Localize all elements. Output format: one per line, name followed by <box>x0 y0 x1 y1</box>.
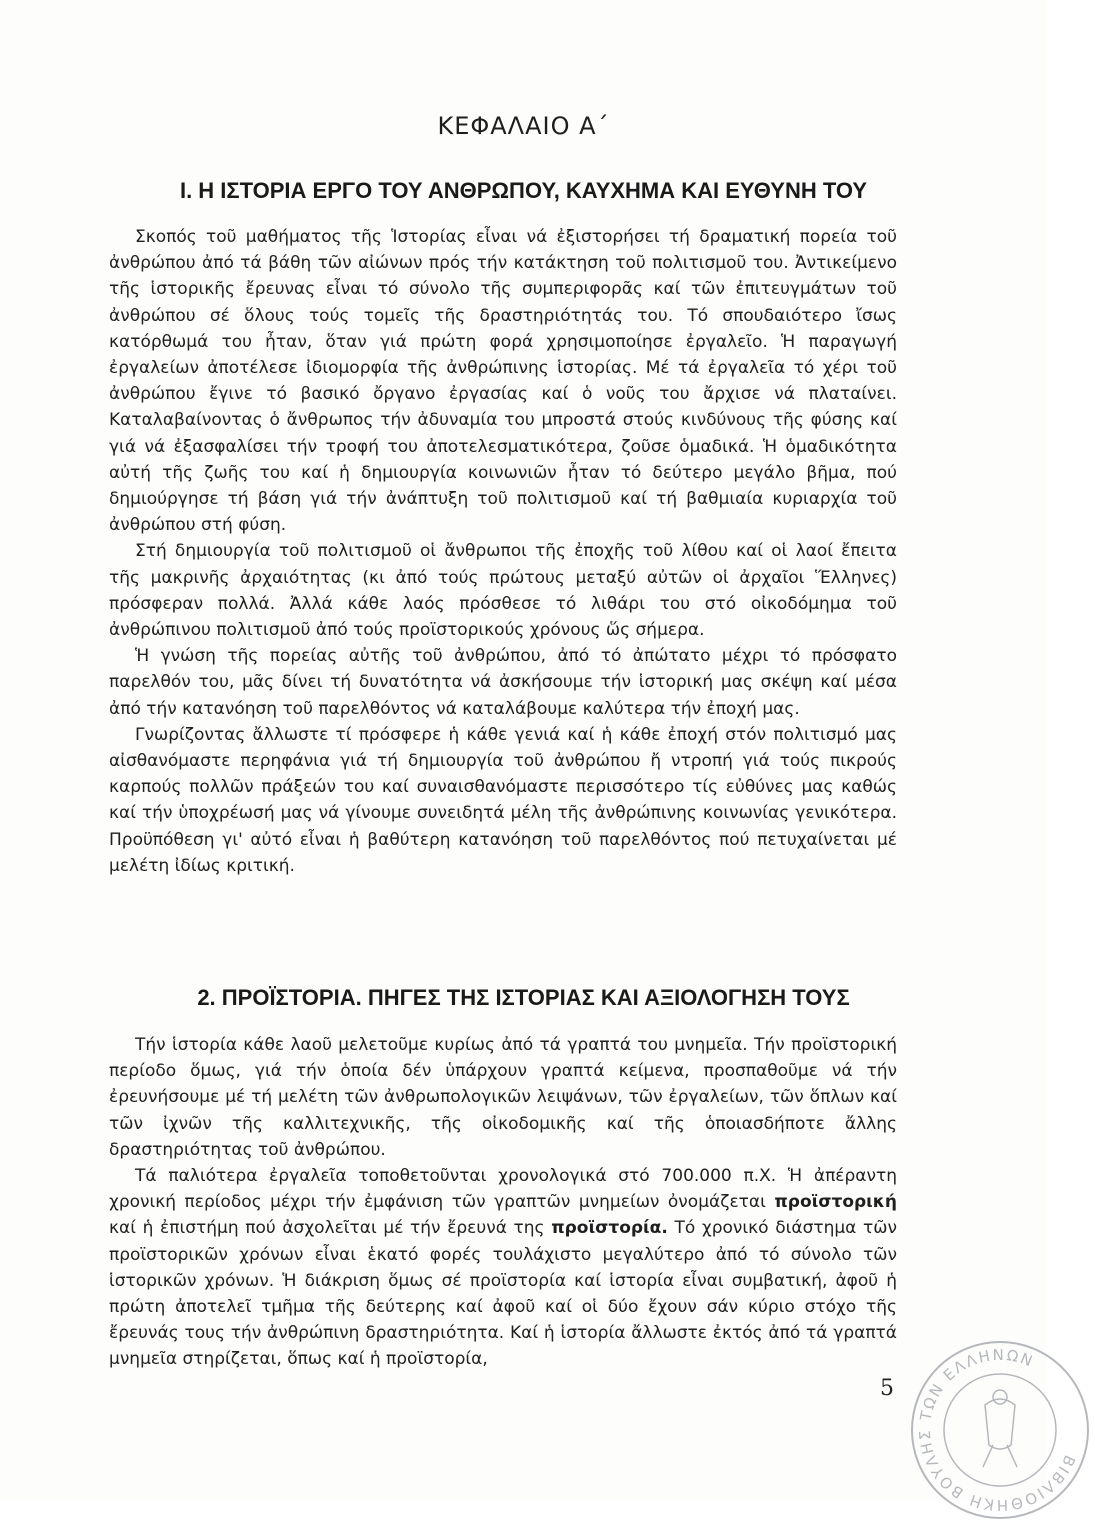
section-1-body <box>109 224 897 879</box>
section-2-body <box>109 1032 897 1373</box>
paragraph-text: Τό χρονικό διάστημα τῶν προϊστορικῶν χρόνων εἶναι ἑκατό φορές τουλάχιστο μεγαλύτερο ἀπό τό σύνολο τῶν ἱστορικῶν χρόνων. Ἡ διάκριση ὅμως σέ προϊστορία καί ἱστορία εἶναι συμβατική, ἀφοῦ ἡ πρώτη ἀποτελεῖ τμῆμα τῆς δεύτερης καί ἀφοῦ καί οἱ δύο ἔχουν σάν κύριο στόχο τῆς ἔρευνάς τους τήν ἀνθρώπινη δραστηριότητα. Καί ἡ ἱστορία ἄλλωστε ἐκτός ἀπό τά γραπτά μνημεῖα στηρίζεται, ὅπως καί ἡ προϊστορία, <box>109 1218 897 1370</box>
paragraph-text: καί ἡ ἐπιστήμη πού ἀσχολεῖται μέ τήν ἔρευνά της <box>109 1218 552 1239</box>
library-stamp-icon <box>905 1335 1095 1525</box>
stamp-text: ΒΙΒΛΙΟΘΗΚΗ ΒΟΥΛΗΣ ΤΩΝ ΕΛΛΗΝΩΝ <box>915 1345 1079 1515</box>
section-1-paragraph: Ἡ γνώση τῆς πορείας αὐτῆς τοῦ ἀνθρώπου, ἀπό τό ἀπώτατο μέχρι τό πρόσφατο παρελθόν του, μᾶς δίνει τή δυνατότητα νά ἀσκήσουμε τήν ἱστορική μας σκέψη καί μέσα ἀπό τήν κατανόηση τοῦ παρελθόντος νά καταλάβουμε καλύτερα τήν ἐποχή μας. <box>109 646 897 719</box>
section-1-paragraph: Σκοπός τοῦ μαθήματος τῆς Ἱστορίας εἶναι νά ἐξιστορήσει τή δραματική πορεία τοῦ ἀνθρώπου ἀπό τά βάθη τῶν αἰώνων πρός τήν κατάκτηση τοῦ πολιτισμοῦ του. Ἀντικείμενο τῆς ἱστορικῆς ἔρευνας εἶναι τό σύνολο τῆς συμπεριφορᾶς καί τῶν ἐπιτευγμάτων τοῦ ἀνθρώπου σέ ὅλους τούς τομεῖς τῆς δραστηριότητάς του. Τό σπουδαιότερο ἴσως κατόρθωμά του ἦταν, ὅταν γιά πρώτη φορά χρησιμοποίησε ἐργαλεῖο. Ἡ παραγωγή ἐργαλείων ἀποτέλεσε ἰδιομορφία τῆς ἀνθρώπινης ἱστορίας. Μέ τά ἐργαλεῖα τό χέρι τοῦ ἀνθρώπου ἔγινε τό βασικό ὄργανο ἐργασίας καί ὁ νοῦς του ἄρχισε νά πλαταίνει. Καταλαβαίνοντας ὁ ἄνθρωπος τήν ἀδυναμία του μπροστά στούς κινδύνους τῆς φύσης καί γιά νά ἐξασφαλίσει τήν τροφή του ἀποτελεσματικότερα, ζοῦσε ὁμαδικά. Ἡ ὁμαδικότητα αὐτή τῆς ζωῆς του καί ἡ δημιουργία κοινωνιῶν ἦταν τό δεύτερο μεγάλο βῆμα, πού δημιούργησε τή βάση γιά τήν ἀνάπτυξη τοῦ πολιτισμοῦ καί τή βαθμιαία κυριαρχία τοῦ ἀνθρώπου στή φύση. <box>109 227 897 536</box>
section-2-heading: 2. ΠΡΟΪΣΤΟΡΙΑ. ΠΗΓΕΣ ΤΗΣ ΙΣΤΟΡΙΑΣ ΚΑΙ ΑΞΙΟΛΟΓΗΣΗ ΤΟΥΣ <box>197 985 850 1010</box>
page-number: 5 <box>880 1376 894 1401</box>
section-1-paragraph: Στή δημιουργία τοῦ πολιτισμοῦ οἱ ἄνθρωποι τῆς ἐποχῆς τοῦ λίθου καί οἱ λαοί ἔπειτα τῆς μακρινῆς ἀρχαιότητας (κι ἀπό τούς πρώτους μεταξύ αὐτῶν οἱ ἀρχαῖοι Ἕλληνες) πρόσφεραν πολλά. Ἀλλά κάθε λαός πρόσθεσε τό λιθάρι του στό οἰκοδόμημα τοῦ ἀνθρώπινου πολιτισμοῦ ἀπό τούς προϊστορικούς χρόνους ὥς σήμερα. <box>109 541 897 641</box>
section-1-paragraph: Γνωρίζοντας ἄλλωστε τί πρόσφερε ἡ κάθε γενιά καί ἡ κάθε ἐποχή στόν πολιτισμό μας αἰσθανόμαστε περηφάνια γιά τή δημιουργία τοῦ ἀνθρώπου ἤ ντροπή γιά τούς πικρούς καρπούς πολλῶν πράξεών του καί συναισθανόμαστε περισσότερο τίς εὐθύνες μας καθώς καί τήν ὑποχρέωσή μας νά γίνουμε συνειδητά μέλη τῆς ἀνθρώπινης κοινωνίας γενικότερα. Προϋπόθεση γι' αὐτό εἶναι ἡ βαθύτερη κατανόηση τοῦ παρελθόντος πού πετυχαίνεται μέ μελέτη ἰδίως κριτική. <box>109 724 897 876</box>
term-prehistory: προϊστορία. <box>551 1218 668 1239</box>
section-1-heading: Ι. Η ΙΣΤΟΡΙΑ ΕΡΓΟ ΤΟΥ ΑΝΘΡΩΠΟΥ, ΚΑΥΧΗΜΑ ΚΑΙ ΕΥΘΥΝΗ ΤΟΥ <box>179 178 868 203</box>
chapter-title: ΚΕΦΑΛΑΙΟ Α΄ <box>437 112 610 140</box>
paragraph-text: Τά παλιότερα ἐργαλεῖα τοποθετοῦνται χρονολογικά στό 700.000 π.Χ. Ἡ ἀπέραντη χρονική περίοδος μέχρι τήν ἐμφάνιση τῶν γραπτῶν μνημείων ὀνομάζεται <box>109 1166 897 1213</box>
section-2-paragraph: Τήν ἱστορία κάθε λαοῦ μελετοῦμε κυρίως ἀπό τά γραπτά του μνημεῖα. Τήν προϊστορική περίοδο ὅμως, γιά τήν ὁποία δέν ὑπάρχουν γραπτά κείμενα, προσπαθοῦμε νά τήν ἐρευνήσουμε μέ τή μελέτη τῶν ἀνθρωπολογικῶν λειψάνων, τῶν ἐργαλείων, τῶν ὅπλων καί τῶν ἰχνῶν τῆς καλλιτεχνικῆς, τῆς οἰκοδομικῆς καί τῆς ὁποιασδήποτε ἄλλης δραστηριότητας τοῦ ἀνθρώπου. <box>109 1035 897 1160</box>
svg-text:ΒΙΒΛΙΟΘΗΚΗ ΒΟΥΛΗΣ ΤΩΝ ΕΛΛΗΝΩΝ <box>905 1335 1095 1525</box>
section-2-paragraph <box>109 1163 897 1373</box>
term-prehistoric: προϊστορική <box>774 1192 897 1213</box>
